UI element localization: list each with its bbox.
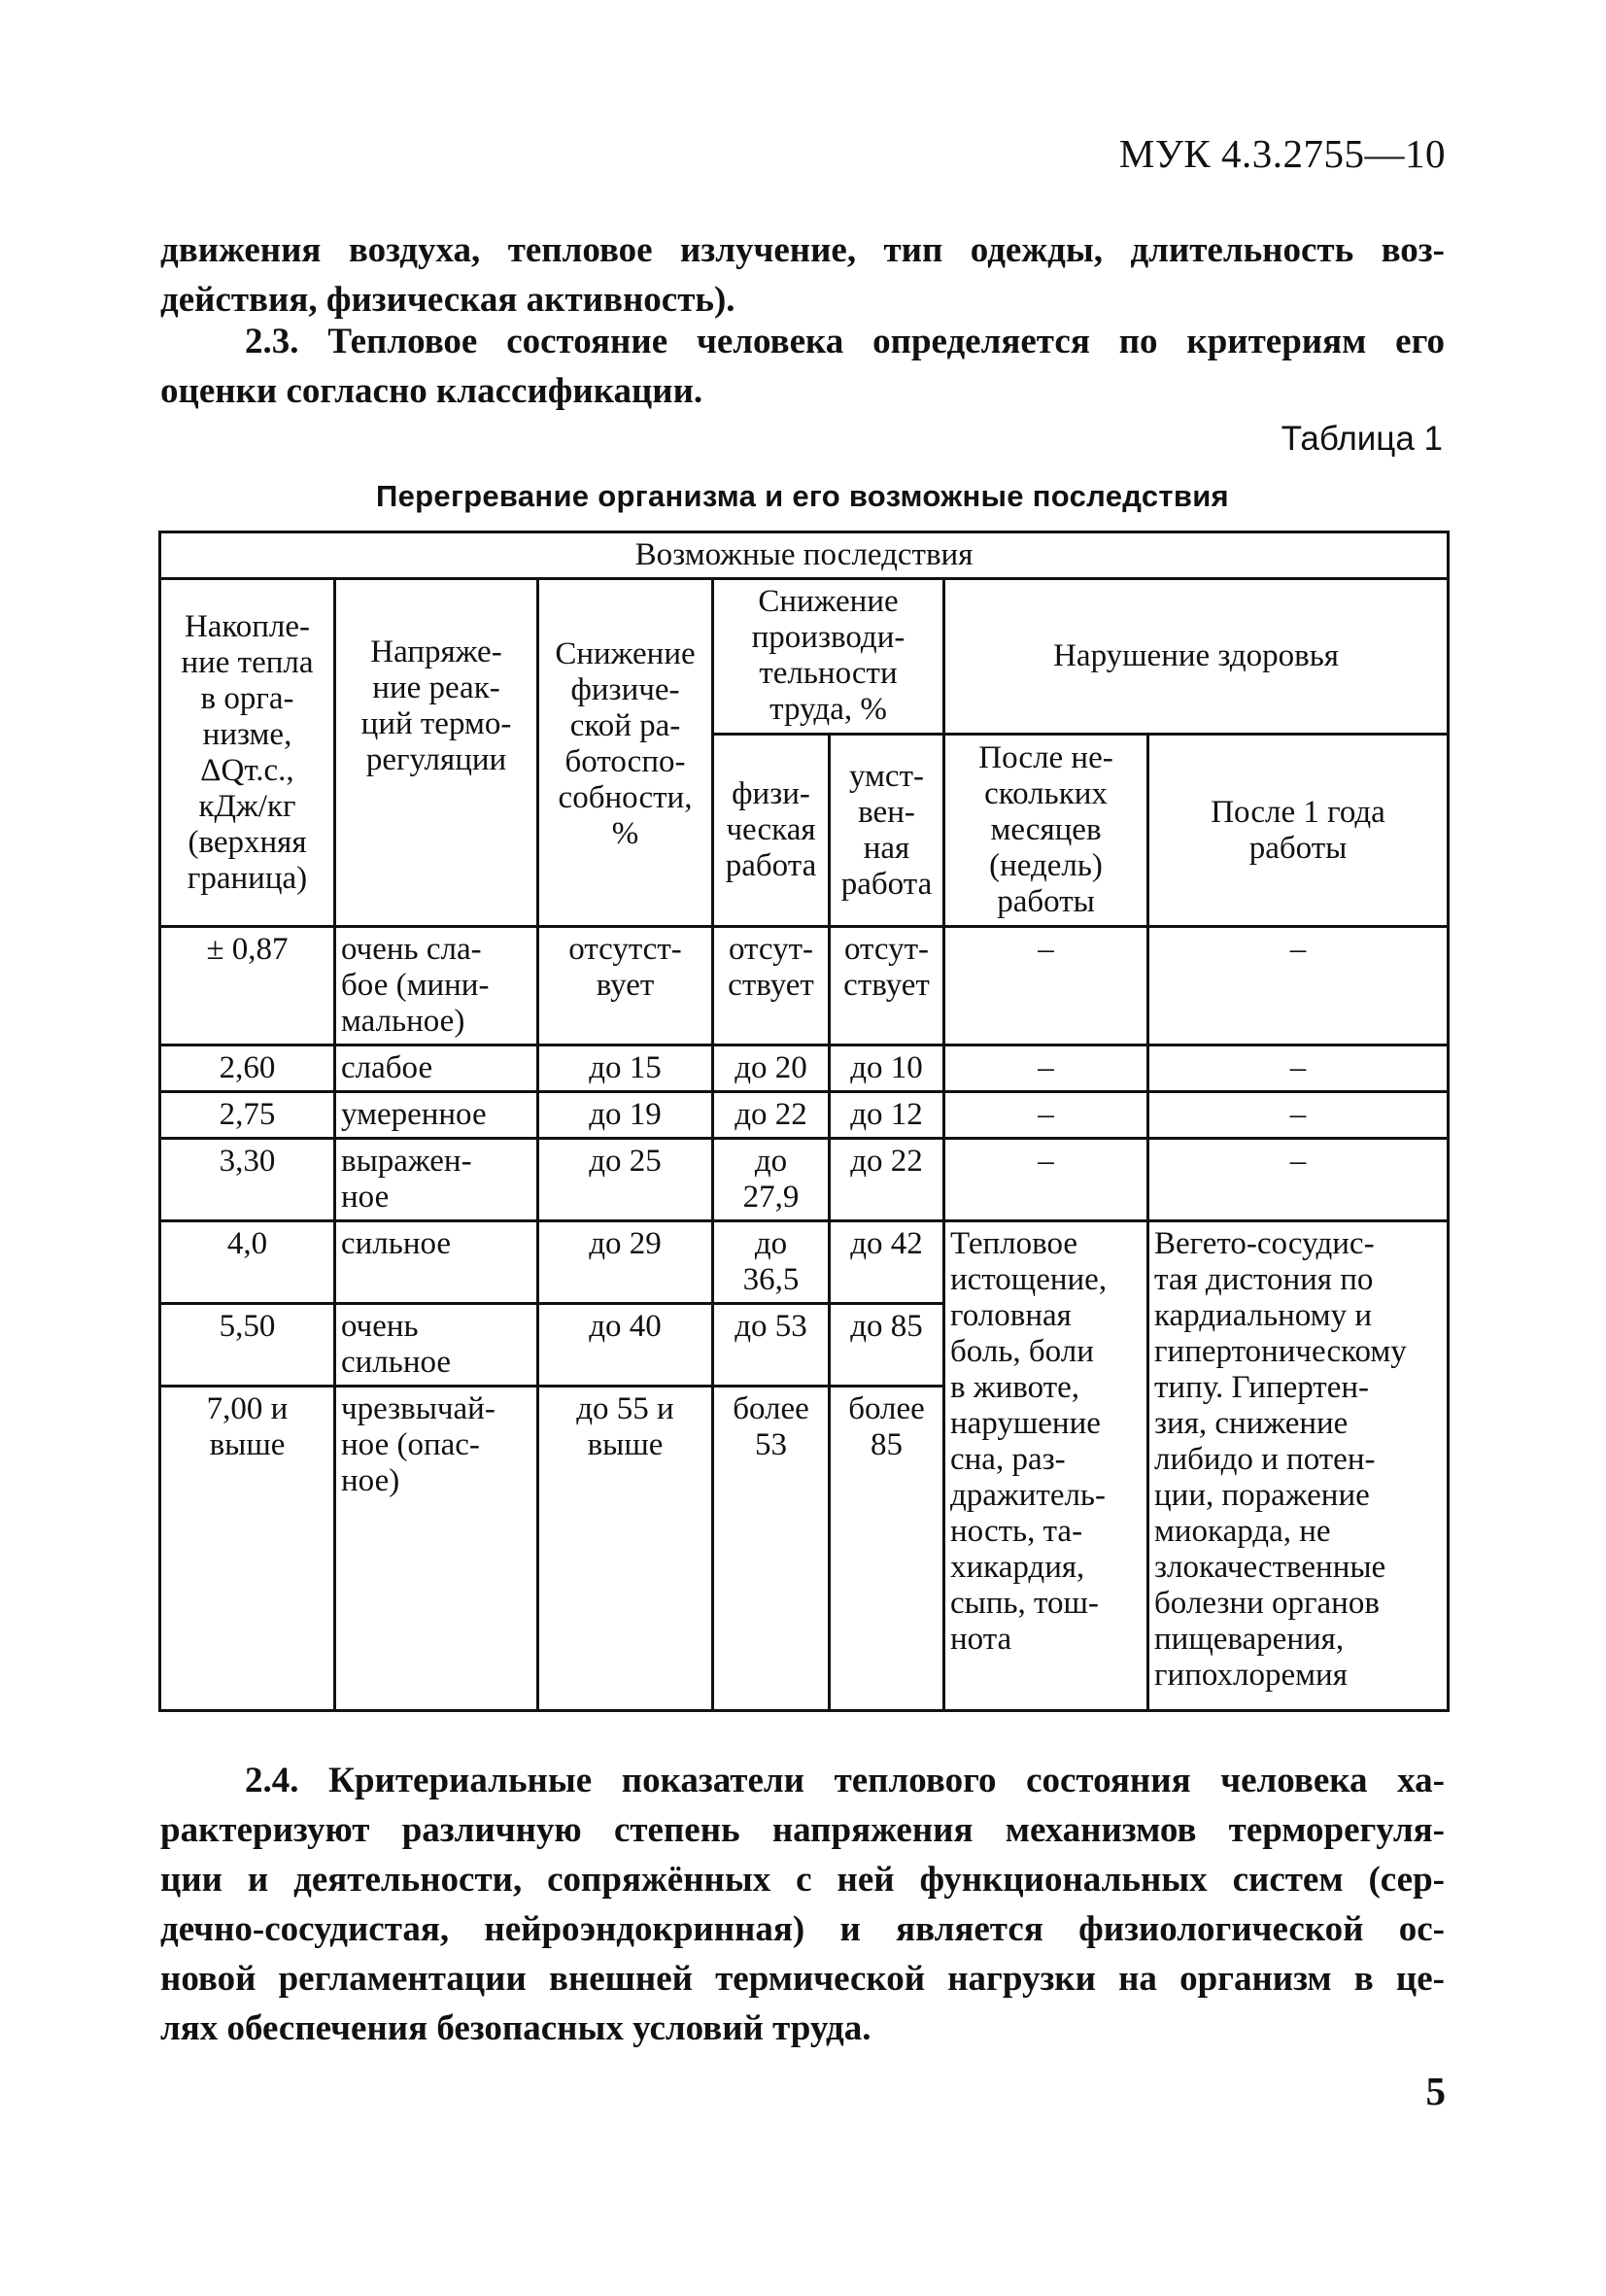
cell-capacity: отсутст- вует: [538, 927, 713, 1045]
cell-heat: 5,50: [160, 1304, 335, 1387]
header-after-months: После не- скольких месяцев (недель) работы: [944, 735, 1148, 927]
section-2-4-paragraph: [160, 1756, 1445, 2053]
cell-physical: до 36,5: [713, 1221, 830, 1304]
cell-heat: ± 0,87: [160, 927, 335, 1045]
cell-capacity: до 15: [538, 1045, 713, 1092]
cell-tension: слабое: [335, 1045, 538, 1092]
cell-mental: более 85: [830, 1387, 944, 1711]
header-heat-accumulation: Накопле- ние тепла в орга- низме, ΔQт.с., кДж/кг (верхняя граница): [160, 579, 335, 927]
table-label: Таблица 1: [1281, 420, 1443, 458]
cell-heat: 3,30: [160, 1139, 335, 1221]
header-mental-work: умст- вен- ная работа: [830, 735, 944, 927]
section-2-4-line: новой регламентации внешней термической нагрузки на организм в це-: [160, 1959, 1445, 1999]
cell-physical: до 20: [713, 1045, 830, 1092]
cell-heat: 7,00 и выше: [160, 1387, 335, 1711]
intro-line: действия, физическая активность).: [160, 280, 735, 320]
intro-line: движения воздуха, тепловое излучение, тип одежды, длительность воз-: [160, 230, 1445, 270]
document-code: МУК 4.3.2755—10: [1118, 131, 1446, 176]
cell-mental: отсут- ствует: [830, 927, 944, 1045]
cell-physical: отсут- ствует: [713, 927, 830, 1045]
cell-physical: до 27,9: [713, 1139, 830, 1221]
cell-year: –: [1148, 1092, 1449, 1139]
section-2-3-paragraph: [160, 317, 1445, 416]
cell-tension: очень сла- бое (мини- мальное): [335, 927, 538, 1045]
cell-mental: до 12: [830, 1092, 944, 1139]
cell-months: –: [944, 1092, 1148, 1139]
header-thermoregulation-tension: Напряже- ние реак- ций термо- регуляции: [335, 579, 538, 927]
cell-capacity: до 19: [538, 1092, 713, 1139]
section-2-3-line: 2.3. Тепловое состояние человека определяется по критериям его: [245, 322, 1445, 361]
section-2-4-line: 2.4. Критериальные показатели теплового состояния человека ха-: [245, 1761, 1445, 1800]
cell-months: –: [944, 1139, 1148, 1221]
cell-heat: 4,0: [160, 1221, 335, 1304]
header-productivity-decrease: Снижение производи- тельности труда, %: [713, 579, 944, 735]
cell-year-merged: Вегето-сосудис- тая дистония по кардиальному и гипертоническому типу. Гипертен- зия, снижение либидо и потен- ции, поражение миокарда, не злокачественные болезни органов пищеварения, гипохлоремия: [1148, 1221, 1449, 1711]
cell-tension: умеренное: [335, 1092, 538, 1139]
overheating-table: [158, 531, 1450, 1712]
cell-year: –: [1148, 1139, 1449, 1221]
cell-tension: сильное: [335, 1221, 538, 1304]
cell-year: –: [1148, 1045, 1449, 1092]
section-2-4-line: рактеризуют различную степень напряжения механизмов терморегуля-: [160, 1810, 1445, 1850]
table-title: Перегревание организма и его возможные последствия: [376, 479, 1229, 513]
header-physical-capacity-decrease: Снижение физиче- ской ра- ботоспо- собности, %: [538, 579, 713, 927]
cell-capacity: до 29: [538, 1221, 713, 1304]
section-2-4-line: ции и деятельности, сопряжённых с ней функциональных систем (сер-: [160, 1860, 1445, 1900]
cell-months: –: [944, 1045, 1148, 1092]
table-row: [160, 1045, 1449, 1092]
cell-months-merged: Тепловое истощение, головная боль, боли в животе, нарушение сна, раз- дражитель- ность, та- хикардия, сыпь, тош- нота: [944, 1221, 1148, 1711]
table-row: [160, 1221, 1449, 1304]
section-2-4-line: лях обеспечения безопасных условий труда.: [160, 2008, 871, 2048]
cell-mental: до 85: [830, 1304, 944, 1387]
header-physical-work: физи- ческая работа: [713, 735, 830, 927]
section-2-3-line: оценки согласно классификации.: [160, 371, 703, 411]
header-health-disorder: Нарушение здоровья: [944, 579, 1449, 735]
table-row: [160, 1139, 1449, 1221]
cell-tension: очень сильное: [335, 1304, 538, 1387]
cell-tension: выражен- ное: [335, 1139, 538, 1221]
cell-capacity: до 40: [538, 1304, 713, 1387]
intro-paragraph: [160, 225, 1445, 325]
cell-capacity: до 25: [538, 1139, 713, 1221]
cell-year: –: [1148, 927, 1449, 1045]
page-number: 5: [1425, 2069, 1446, 2113]
cell-capacity: до 55 и выше: [538, 1387, 713, 1711]
cell-months: –: [944, 927, 1148, 1045]
cell-mental: до 42: [830, 1221, 944, 1304]
table-row: [160, 1092, 1449, 1139]
cell-mental: до 22: [830, 1139, 944, 1221]
cell-physical: до 22: [713, 1092, 830, 1139]
table-row: [160, 927, 1449, 1045]
cell-physical: более 53: [713, 1387, 830, 1711]
cell-mental: до 10: [830, 1045, 944, 1092]
section-2-4-line: дечно-сосудистая, нейроэндокринная) и является физиологической ос-: [160, 1909, 1445, 1949]
cell-tension: чрезвычай- ное (опас- ное): [335, 1387, 538, 1711]
cell-heat: 2,60: [160, 1045, 335, 1092]
header-after-year: После 1 года работы: [1148, 735, 1449, 927]
cell-physical: до 53: [713, 1304, 830, 1387]
group-header-consequences: Возможные последствия: [160, 532, 1449, 579]
cell-heat: 2,75: [160, 1092, 335, 1139]
